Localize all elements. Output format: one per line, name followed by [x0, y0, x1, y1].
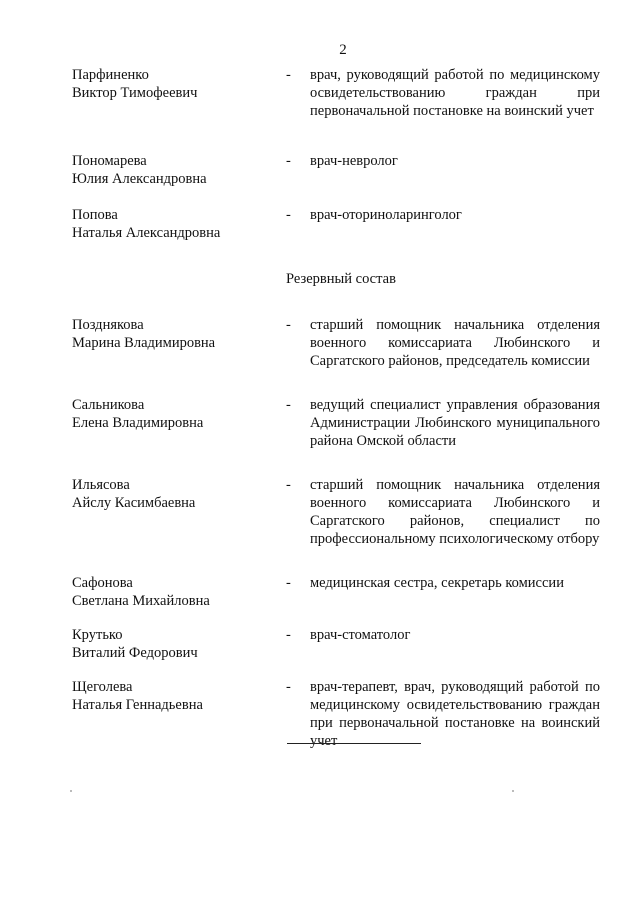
member-entry	[72, 476, 600, 548]
member-entry	[72, 66, 600, 120]
dash-separator: -	[286, 679, 291, 695]
reserve-section-title: Резервный состав	[286, 271, 396, 287]
member-entry	[72, 316, 600, 370]
member-entry	[72, 206, 600, 242]
commission-list	[72, 66, 600, 750]
member-name	[72, 574, 286, 610]
member-name	[72, 396, 286, 450]
member-surname: Сальникова	[72, 397, 145, 413]
member-surname: Позднякова	[72, 317, 144, 333]
member-role: старший помощник начальника отделения военного комиссариата Любинского и Саргатского районов, председатель комиссии	[310, 317, 600, 369]
dash-separator: -	[286, 207, 291, 223]
member-given-name: Виктор Тимофеевич	[72, 85, 198, 101]
member-given-name: Наталья Геннадьевна	[72, 697, 203, 713]
member-role: врач-стоматолог	[310, 627, 411, 643]
member-given-name: Виталий Федорович	[72, 645, 198, 661]
member-surname: Пономарева	[72, 153, 147, 169]
member-entry	[72, 152, 600, 188]
member-role: старший помощник начальника отделения военного комиссариата Любинского и Саргатского районов, специалист по профессиональному психологическому отбору	[310, 477, 600, 547]
member-name	[72, 316, 286, 370]
member-entry	[72, 626, 600, 662]
member-given-name: Айслу Касимбаевна	[72, 495, 196, 511]
member-given-name: Светлана Михайловна	[72, 593, 210, 609]
member-entry	[72, 678, 600, 750]
member-given-name: Наталья Александровна	[72, 225, 221, 241]
member-role: врач-оториноларинголог	[310, 207, 462, 223]
member-name	[72, 66, 286, 120]
member-surname: Парфиненко	[72, 67, 149, 83]
member-surname: Щеголева	[72, 679, 133, 695]
member-surname: Ильясова	[72, 477, 130, 493]
member-entry	[72, 396, 600, 450]
member-role: ведущий специалист управления образования Администрации Любинского муниципального района Омской области	[310, 397, 600, 449]
member-role: медицинская сестра, секретарь комиссии	[310, 575, 564, 591]
scan-mark	[70, 790, 72, 792]
member-given-name: Юлия Александровна	[72, 171, 207, 187]
dash-separator: -	[286, 317, 291, 333]
dash-separator: -	[286, 153, 291, 169]
member-name	[72, 678, 286, 750]
scan-mark	[512, 790, 514, 792]
member-name	[72, 476, 286, 548]
member-surname: Попова	[72, 207, 118, 223]
dash-separator: -	[286, 397, 291, 413]
member-surname: Крутько	[72, 627, 123, 643]
member-given-name: Марина Владимировна	[72, 335, 216, 351]
member-surname: Сафонова	[72, 575, 133, 591]
dash-separator: -	[286, 67, 291, 83]
dash-separator: -	[286, 477, 291, 493]
member-role: врач-терапевт, врач, руководящий работой по медицинскому освидетельствованию граждан при первоначальной постановке на воинский учет	[310, 679, 600, 749]
member-given-name: Елена Владимировна	[72, 415, 204, 431]
dash-separator: -	[286, 575, 291, 591]
dash-separator: -	[286, 627, 291, 643]
member-name	[72, 206, 286, 242]
footer-rule	[287, 743, 421, 744]
page-number: 2	[339, 42, 347, 58]
member-role: врач-невролог	[310, 153, 398, 169]
member-name	[72, 152, 286, 188]
member-role: врач, руководящий работой по медицинскому освидетельствованию граждан при первоначальной постановке на воинский учет	[310, 67, 600, 119]
member-entry	[72, 574, 600, 610]
member-name	[72, 626, 286, 662]
